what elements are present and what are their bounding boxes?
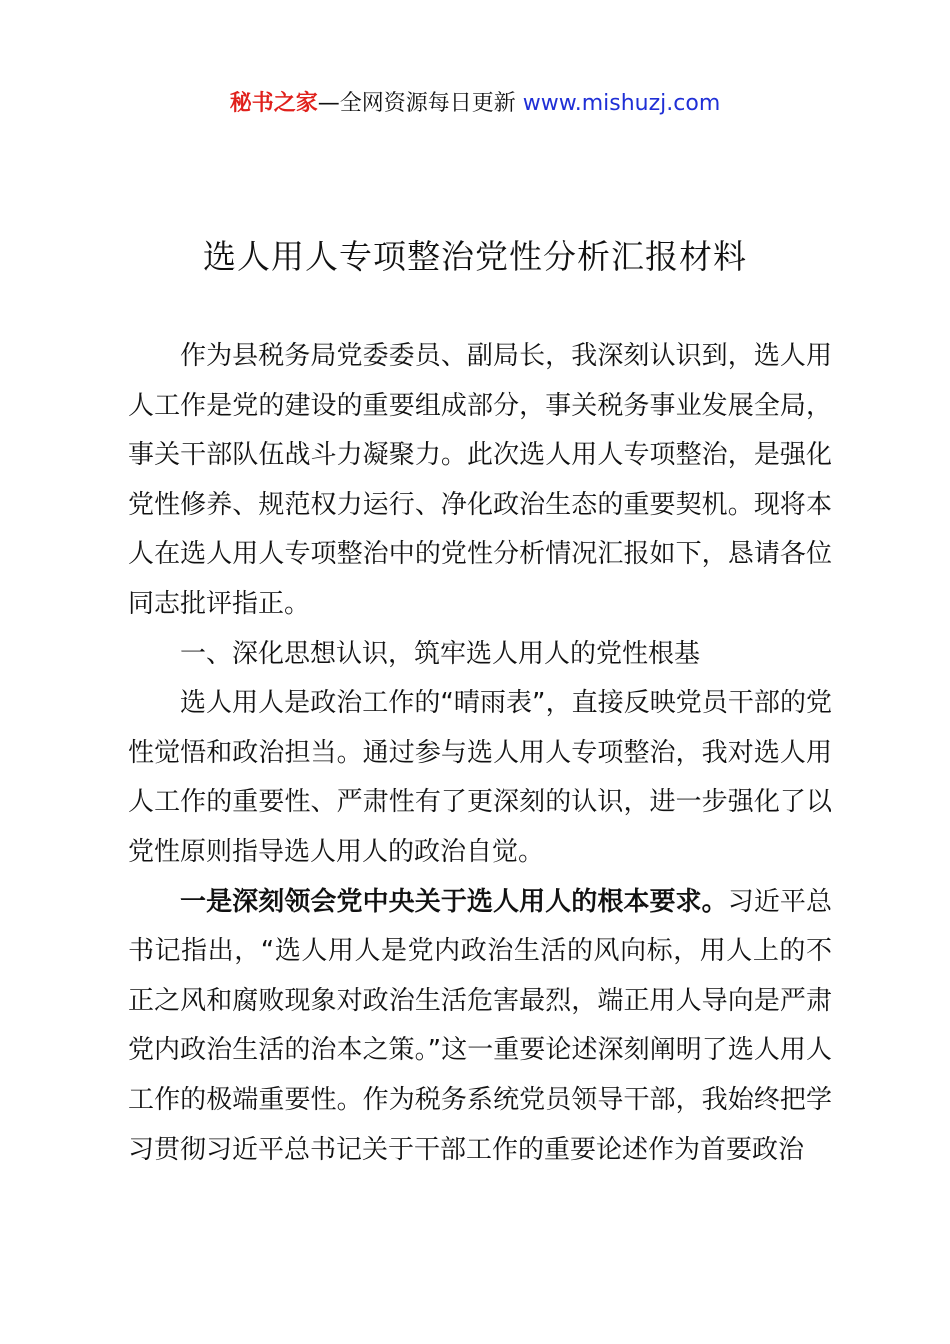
intro-paragraph: 作为县税务局党委委员、副局长，我深刻认识到，选人用人工作是党的建设的重要组成部分，事关税务事业发展全局，事关干部队伍战斗力凝聚力。此次选人用人专项整治，是强化党性修养、规范权力运行、净化政治生态的重要契机。现将本人在选人用人专项整治中的党性分析情况汇报如下，恳请各位同志批评指正。 — [128, 341, 832, 619]
document-body — [128, 332, 832, 1175]
site-url-link[interactable]: www.mishuzj.com — [522, 91, 721, 116]
brand-name: 秘书之家 — [229, 91, 318, 116]
document-title: 选人用人专项整治党性分析汇报材料 — [203, 237, 747, 276]
paragraph-text: 习近平总书记指出，“选人用人是党内政治生活的风向标，用人上的不正之风和腐败现象对政治生活危害最烈，端正用人导向是严肃党内政治生活的治本之策。”这一重要论述深刻阐明了选人用人工作的极端重要性。作为税务系统党员领导干部，我始终把学习贯彻习近平总书记关于干部工作的重要论述作为首要政治 — [128, 886, 832, 1165]
site-header — [0, 88, 950, 120]
header-tagline: —全网资源每日更新 — [317, 91, 523, 116]
section-heading: 一、深化思想认识，筑牢选人用人的党性根基 — [180, 638, 701, 669]
body-paragraph: 选人用人是政治工作的“晴雨表”，直接反映党员干部的党性觉悟和政治担当。通过参与选人用人专项整治，我对选人用人工作的重要性、严肃性有了更深刻的认识，进一步强化了以党性原则指导选人用人的政治自觉。 — [128, 688, 832, 867]
body-paragraph — [128, 878, 832, 1176]
paragraph-lead: 一是深刻领会党中央关于选人用人的根本要求。 — [180, 886, 728, 917]
